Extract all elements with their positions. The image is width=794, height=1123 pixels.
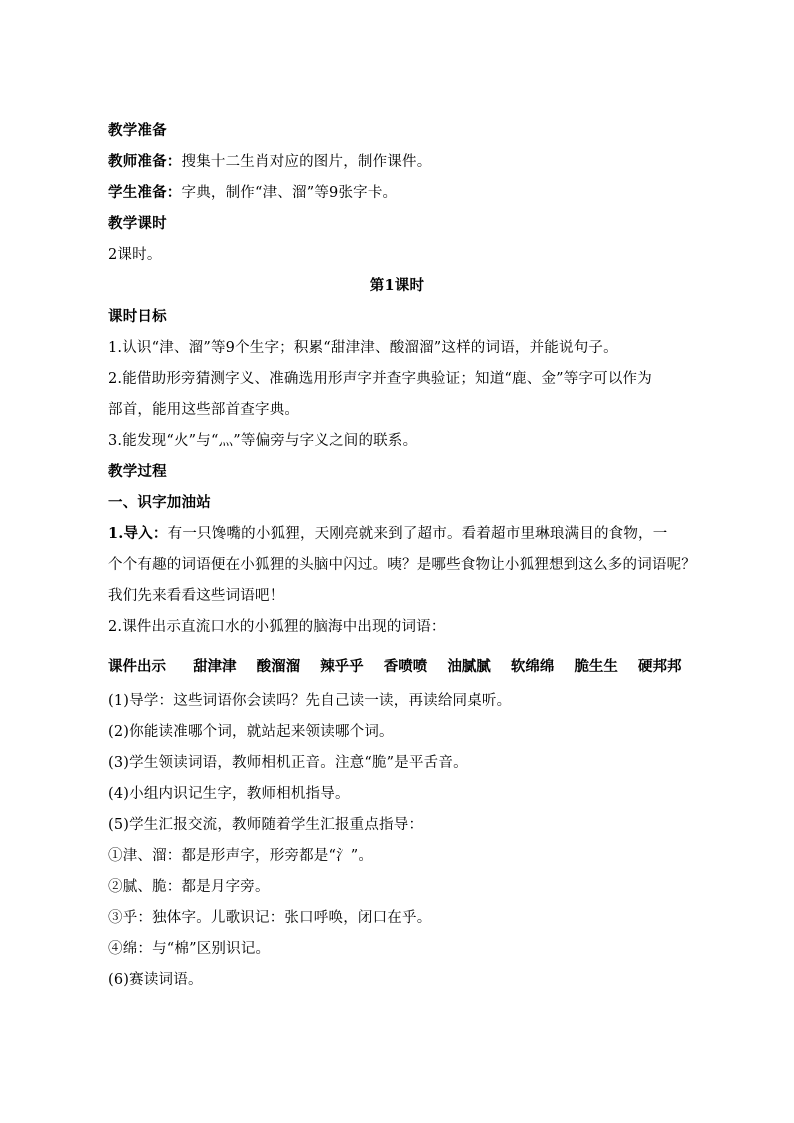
circle-note-4: ④绵：与“棉”区别识记。 — [108, 941, 271, 957]
circle-note-1: ①津、溜：都是形声字，形旁都是“氵”。 — [108, 848, 374, 864]
word-item: 脆生生 — [574, 658, 618, 675]
goal-3: 3.能发现“火”与“灬”等偏旁与字义之间的联系。 — [108, 433, 418, 449]
lesson-title: 第1课时 — [369, 277, 425, 294]
process-heading: 教学过程 — [108, 463, 167, 480]
step-6: (6)赛读词语。 — [108, 972, 203, 988]
teacher-prep-text: 搜集十二生肖对应的图片，制作课件。 — [181, 154, 432, 170]
intro-line-a — [108, 524, 667, 544]
student-prep-line — [108, 183, 397, 203]
courseware-label: 课件出示 — [108, 658, 166, 675]
step-4: (4)小组内识记生字，教师相机指导。 — [108, 786, 350, 802]
teacher-prep-line — [108, 152, 431, 172]
prep-heading: 教学准备 — [108, 122, 167, 139]
goal-2-line-b: 部首，能用这些部首查字典。 — [108, 402, 300, 418]
word-item: 香喷喷 — [383, 658, 428, 675]
teacher-prep-label: 教师准备： — [108, 153, 182, 170]
word-item: 辣乎乎 — [320, 658, 364, 675]
word-item: 软绵绵 — [510, 658, 555, 675]
word-item: 油腻腻 — [447, 658, 491, 675]
student-prep-text: 字典，制作“津、溜”等9张字卡。 — [181, 185, 398, 201]
step-5: (5)学生汇报交流，教师随着学生汇报重点指导： — [108, 817, 424, 833]
hours-text: 2课时。 — [108, 247, 162, 263]
word-item: 甜津津 — [193, 658, 237, 675]
word-item: 硬邦邦 — [638, 658, 682, 675]
word-item: 酸溜溜 — [256, 658, 301, 675]
step-1: (1)导学：这些词语你会读吗？先自己读一读，再读给同桌听。 — [108, 693, 512, 709]
section-1-heading: 一、识字加油站 — [108, 494, 211, 511]
goals-heading: 课时日标 — [108, 308, 167, 325]
circle-note-3: ③乎：独体字。儿歌识记：张口呼唤，闭口在乎。 — [108, 910, 432, 926]
step-2: (2)你能读准哪个词，就站起来领读哪个词。 — [108, 724, 394, 740]
intro-text-a: 有一只馋嘴的小狐狸，天刚亮就来到了超市。看着超市里琳琅满目的食物，一 — [167, 526, 668, 542]
intro-label: 1.导入： — [108, 525, 168, 542]
intro-line-b: 个个有趣的词语便在小狐狸的头脑中闪过。咦？是哪些食物让小狐狸想到这么多的词语呢？ — [108, 557, 696, 573]
goal-1: 1.认识“津、溜”等9个生字；积累“甜津津、酸溜溜”这样的词语，并能说句子。 — [108, 340, 618, 356]
intro-line-c: 我们先来看看这些词语吧！ — [108, 588, 285, 604]
student-prep-label: 学生准备： — [108, 184, 182, 201]
circle-note-2: ②腻、脆：都是月字旁。 — [108, 879, 270, 895]
courseware-words-row — [108, 657, 697, 677]
hours-heading: 教学课时 — [108, 215, 167, 232]
step-3: (3)学生领读词语，教师相机正音。注意“脆”是平舌音。 — [108, 755, 468, 771]
goal-2-line-a: 2.能借助形旁猜测字义、准确选用形声字并查字典验证；知道“鹿、金”等字可以作为 — [108, 371, 652, 387]
courseware-show-line: 2.课件出示直流口水的小狐狸的脑海中出现的词语： — [108, 619, 446, 635]
